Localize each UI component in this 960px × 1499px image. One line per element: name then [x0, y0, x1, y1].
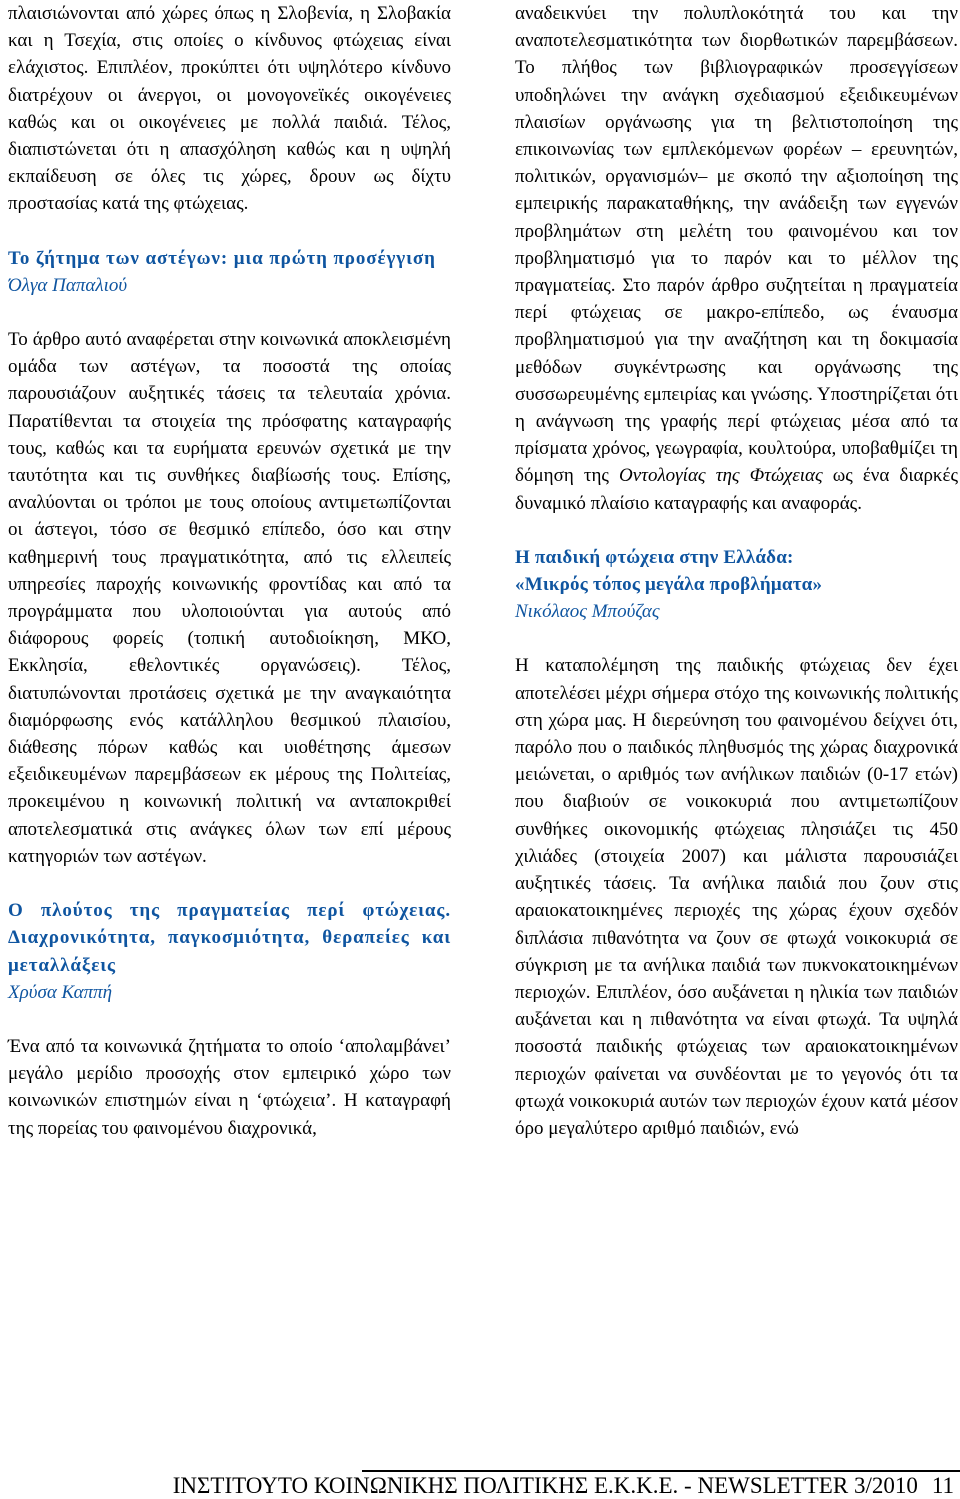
continued-emphasis: Οντολογίας της Φτώχειας: [619, 465, 823, 487]
footer-publication: ΙΝΣΤΙΤΟΥΤΟ ΚΟΙΝΩΝΙΚΗΣ ΠΟΛΙΤΙΚΗΣ Ε.Κ.Κ.Ε. - NEWSLETTER 3/2010: [172, 1473, 918, 1498]
continued-text-after: ως ένα διαρκές δυναμικό πλαίσιο καταγραφής και αναφοράς.: [515, 465, 959, 514]
footer-rule: [362, 1470, 960, 1472]
continued-text-before: αναδεικνύει την πολυπλοκότητά του και την αναποτελεσματικότητα των διορθωτικών παρεμβάσεων. Το πλήθος των βιβλιογραφικών προσεγγίσεων υποδηλώνει την ανάγκη σχεδιασμού εξειδικευμένων πλαισίων οργάνωσης για τη βελτιστοποίηση της επικοινωνίας των εμπλεκόμενων φορέων – ερευνητών, πολιτικών, οργανισμών– με σκοπό την αξιοποίηση της εμπειρικής παρακαταθήκης, την ανάδειξη των εγγενών προβλημάτων στη μελέτη του φαινομένου και τον προβληματισμό για το παρόν και το μέλλον της πραγματείας. Στο παρόν άρθρο συζητείται η πραγματεία περί φτώχειας σε μακρο-επίπεδο, ως έναυσμα προβληματισμού για την αναζήτηση και τη δοκιμασία μεθόδων συγκέντρωσης και οργάνωσης της συσσωρευμένης εμπειρίας και γνώσης. Υποστηρίζεται ότι η ανάγνωση της γραφής περί φτώχειας μέσα από τα πρίσματα χρόνος, γεωγραφία, κουλτούρα, υποβαθμίζει τη δόμηση της: [515, 3, 958, 487]
article-3-author: Νικόλαος Μπούζας: [515, 601, 660, 623]
page-footer: [0, 1470, 960, 1498]
article-2-title: Ο πλούτος της πραγματείας περί φτώχειας. Διαχρονικότητα, παγκοσμιότητα, θεραπείες και μεταλλάξεις: [8, 900, 451, 976]
footer-text: [173, 1473, 954, 1499]
left-column: [8, 0, 451, 1142]
article-2-author: Χρύσα Καππή: [8, 981, 113, 1003]
continued-paragraph: [515, 0, 958, 517]
article-1-author: Όλγα Παπαλιού: [8, 274, 128, 296]
article-2-body: Ένα από τα κοινωνικά ζητήματα το οποίο ‘απολαμβάνει’ μεγάλο μερίδιο προσοχής στον εμπειρικό χώρο των κοινωνικών επιστημών είναι η ‘φτώχεια’. Η καταγραφή της πορείας του φαινομένου διαχρονικά,: [8, 1035, 451, 1139]
article-3-title: [515, 544, 958, 598]
right-column: [515, 0, 958, 1142]
intro-paragraph: πλαισιώνονται από χώρες όπως η Σλοβενία, η Σλοβακία και η Τσεχία, στις οποίες ο κίνδυνος φτώχειας είναι ελάχιστος. Επιπλέον, προκύπτει ότι υψηλότερο κίνδυνο διατρέχουν οι άνεργοι, οι μονογονεϊκές οικογένειες καθώς και οι οικογένειες με πολλά παιδιά. Τέλος, διαπιστώνεται ότι η απασχόληση καθώς και η υψηλή εκπαίδευση σε όλες τις χώρες, δρουν ως δίχτυ προστασίας κατά της φτώχειας.: [8, 3, 451, 215]
page-number: 11: [931, 1473, 954, 1498]
article-3-title-line-2: «Μικρός τόπος μεγάλα προβλήματα»: [515, 574, 823, 596]
article-1-title: Το ζήτημα των αστέγων: μια πρώτη προσέγγιση: [8, 247, 436, 269]
article-1-body: Το άρθρο αυτό αναφέρεται στην κοινωνικά αποκλεισμένη ομάδα των αστέγων, τα ποσοστά της οποίας παρουσιάζουν αυξητικές τάσεις τα τελευταία χρόνια. Παρατίθενται τα στοιχεία της πρόσφατης καταγραφής τους, καθώς και τα ευρήματα ερευνών σχετικά με την ταυτότητα και τις συνθήκες διαβίωσής τους. Επίσης, αναλύονται οι τρόποι με τους οποίους αντιμετωπίζονται οι άστεγοι, τόσο σε θεσμικό επίπεδο, όσο και στην καθημερινή τους πραγματικότητα, από τις ελλειπείς υπηρεσίες παροχής κοινωνικής φροντίδας και από τα προγράμματα που υλοποιούνται για αυτούς από διάφορους φορείς (τοπική αυτοδιοίκηση, ΜΚΟ, Εκκλησία, εθελοντικές οργανώσεις). Τέλος, διατυπώνονται προτάσεις σχετικά με την αναγκαιότητα διαμόρφωσης ενός κατάλληλου θεσμικού πλαισίου, διάθεσης πόρων καθώς και υιοθέτησης άμεσων εξειδικευμένων παρεμβάσεων εκ μέρους της Πολιτείας, προκειμένου η κοινωνική πολιτική να ανταποκριθεί αποτελεσματικά στις ανάγκες όλων των επί μέρους κατηγοριών των αστέγων.: [8, 329, 451, 867]
article-3-title-line-1: Η παιδική φτώχεια στην Ελλάδα:: [515, 546, 794, 568]
article-3-body: Η καταπολέμηση της παιδικής φτώχειας δεν έχει αποτελέσει μέχρι σήμερα στόχο της κοινωνικής πολιτικής στη χώρα μας. Η διερεύνηση του φαινομένου δείχνει ότι, παρόλο που ο παιδικός πληθυσμός της χώρας διαχρονικά μειώνεται, ο αριθμός των ανήλικων παιδιών (0-17 ετών) που διαβιούν σε νοικοκυριά που αντιμετωπίζουν συνθήκες οικονομικής φτώχειας πλησιάζει τις 450 χιλιάδες (στοιχεία 2007) και μάλιστα παρουσιάζει αυξητικές τάσεις. Τα ανήλικα παιδιά που ζουν στις αραιοκατοικημένες περιοχές της χώρας έχουν σχεδόν διπλάσια πιθανότητα να ζουν σε φτωχά νοικοκυριά σε σύγκριση με τα ανήλικα παιδιά των πυκνοκατοικημένων περιοχών. Επιπλέον, όσο αυξάνεται η ηλικία των παιδιών αυξάνεται και η πιθανότητα να είναι φτωχά. Τα υψηλά ποσοστά παιδικής φτώχειας των αραιοκατοικημένων περιοχών φαίνεται να συνδέονται με το γεγονός ότι τα φτωχά νοικοκυριά αυτών των περιοχών έχουν κατά μέσον όρο μεγαλύτερο αριθμό παιδιών, ενώ: [515, 655, 958, 1139]
